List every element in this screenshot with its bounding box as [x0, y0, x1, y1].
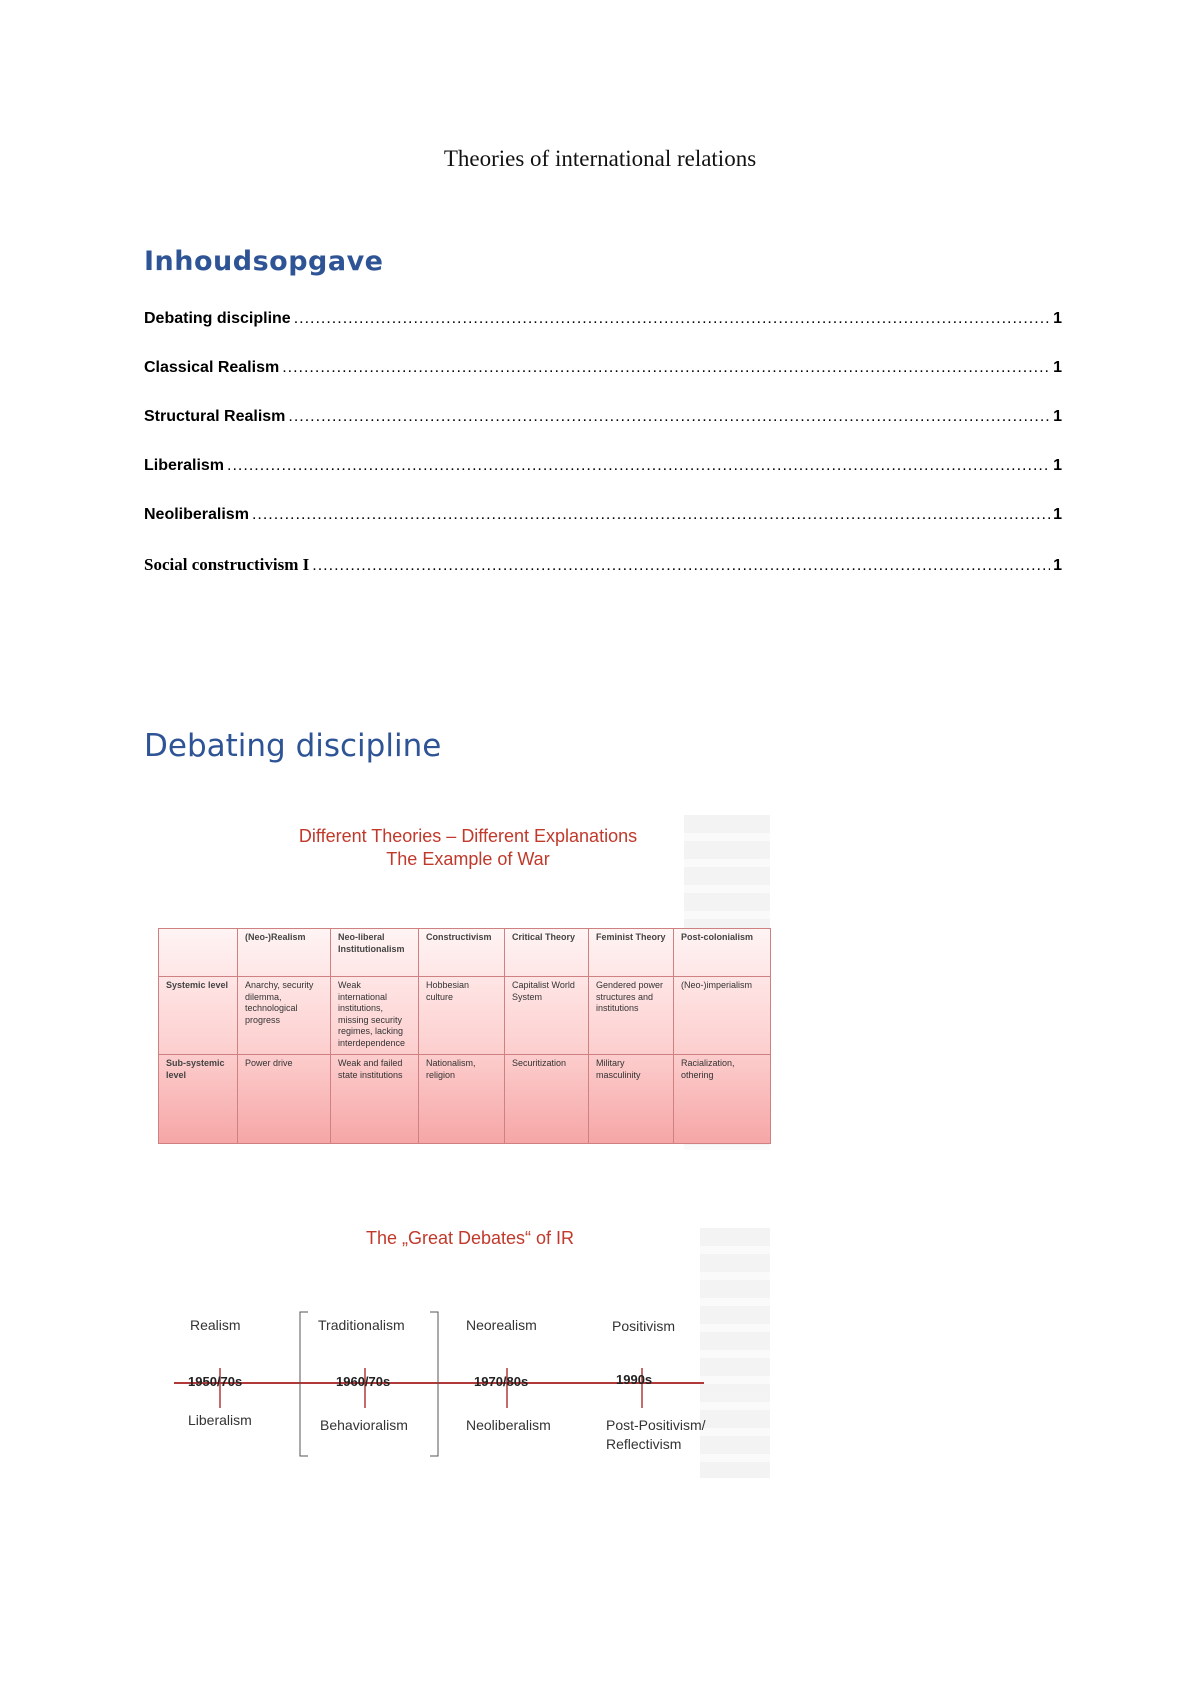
toc-leader-dots: [312, 557, 1050, 575]
table-row-label: Systemic level: [159, 977, 238, 1055]
debate-era-label: 1960/70s: [336, 1374, 391, 1389]
toc-entry-liberalism[interactable]: [144, 457, 1062, 506]
table-cell: Hobbesian culture: [419, 977, 505, 1055]
toc-page-number: 1: [1053, 557, 1062, 574]
toc-leader-dots: [227, 457, 1050, 475]
table-row: [159, 977, 771, 1055]
toc-entry-structural-realism[interactable]: [144, 408, 1062, 457]
toc-entry-label: Classical Realism: [144, 359, 280, 376]
figure-title: The „Great Debates“ of IR: [365, 1228, 575, 1248]
toc-page-number: 1: [1053, 310, 1062, 327]
table-of-contents: [144, 310, 1062, 604]
table-cell: Military masculinity: [589, 1055, 674, 1144]
debate-top-label: Neorealism: [466, 1317, 537, 1333]
table-header-cell: Post-colonialism: [674, 929, 771, 977]
table-cell: Capitalist World System: [505, 977, 589, 1055]
table-cell: Weak international institutions, missing security regimes, lacking interdependence: [331, 977, 419, 1055]
toc-entry-social-constructivism[interactable]: [144, 555, 1062, 604]
toc-page-number: 1: [1053, 408, 1062, 425]
section-heading-debating-discipline: Debating discipline: [144, 728, 442, 764]
toc-leader-dots: [282, 359, 1050, 377]
table-header-row: [159, 929, 771, 977]
table-row-label: Sub-systemic level: [159, 1055, 238, 1144]
table-header-cell: Critical Theory: [505, 929, 589, 977]
toc-entry-label: Liberalism: [144, 457, 225, 474]
debate-top-label: Positivism: [612, 1318, 676, 1334]
table-cell: Weak and failed state institutions: [331, 1055, 419, 1144]
toc-leader-dots: [294, 310, 1050, 328]
table-header-cell: (Neo-)Realism: [238, 929, 331, 977]
toc-leader-dots: [288, 408, 1050, 426]
toc-heading: Inhoudsopgave: [144, 246, 384, 277]
toc-entry-label: Structural Realism: [144, 408, 286, 425]
debate-era-label: 1950/70s: [188, 1374, 243, 1389]
debate-bottom-label: Neoliberalism: [466, 1417, 551, 1433]
debate-bottom-label: Behavioralism: [320, 1417, 408, 1433]
table-cell: Power drive: [238, 1055, 331, 1144]
debate-era-label: 1970/80s: [474, 1374, 529, 1389]
debate-bottom-label: Post-Positivism/: [606, 1417, 706, 1433]
figure-theories-table: [158, 815, 770, 1150]
toc-entry-neoliberalism[interactable]: [144, 506, 1062, 555]
table-header-cell: Neo-liberal Institutionalism: [331, 929, 419, 977]
document-title: Theories of international relations: [443, 146, 757, 171]
table-cell: Nationalism, religion: [419, 1055, 505, 1144]
table-cell: Anarchy, security dilemma, technological progress: [238, 977, 331, 1055]
debate-bottom-label: Reflectivism: [606, 1436, 682, 1452]
toc-entry-debating-discipline[interactable]: [144, 310, 1062, 359]
figure-title-line1: Different Theories – Different Explanations: [298, 826, 638, 846]
toc-leader-dots: [252, 506, 1050, 524]
toc-entry-classical-realism[interactable]: [144, 359, 1062, 408]
theories-table: [158, 928, 771, 1144]
toc-page-number: 1: [1053, 506, 1062, 523]
toc-page-number: 1: [1053, 457, 1062, 474]
figure-title-line2: The Example of War: [386, 849, 550, 869]
table-cell: Securitization: [505, 1055, 589, 1144]
table-cell: (Neo-)imperialism: [674, 977, 771, 1055]
debate-top-label: Traditionalism: [318, 1317, 405, 1333]
table-header-cell: Feminist Theory: [589, 929, 674, 977]
debate-bottom-label: Liberalism: [188, 1412, 252, 1428]
table-cell: Gendered power structures and institutions: [589, 977, 674, 1055]
figure-great-debates: [160, 1228, 770, 1488]
table-header-cell: [159, 929, 238, 977]
toc-entry-label: Neoliberalism: [144, 506, 249, 523]
table-row: [159, 1055, 771, 1144]
toc-entry-label: Social constructivism I: [144, 555, 310, 574]
debate-top-label: Realism: [190, 1317, 241, 1333]
debate-era-label: 1990s: [616, 1372, 653, 1387]
table-header-cell: Constructivism: [419, 929, 505, 977]
toc-page-number: 1: [1053, 359, 1062, 376]
toc-entry-label: Debating discipline: [144, 310, 291, 327]
table-cell: Racialization, othering: [674, 1055, 771, 1144]
